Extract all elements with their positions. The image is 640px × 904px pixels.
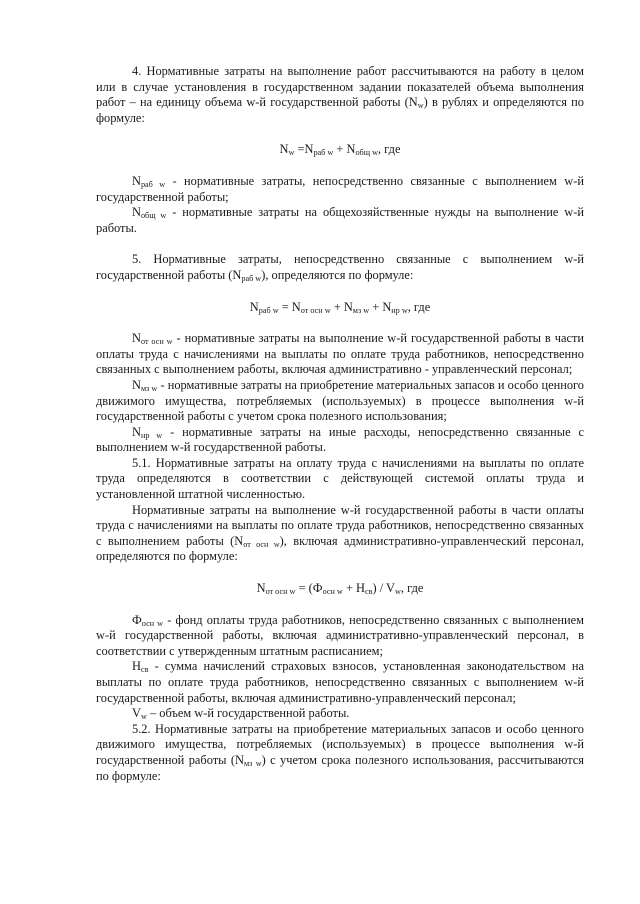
definition-v-w: $V_w$ – объем w-й государственной работы. — [132, 706, 350, 722]
formula-n-rab: $N_{раб w} = N_{от осн w} + N_{мз w} + N_{нр w}$, где — [249, 299, 431, 315]
definition-n-mz: $N_{мз w}$ - нормативные затраты на приобретение материальных запасов и особо ценного движимого имущества, потребляемых (используемых) в процессе выполнения w-й государственной работы с учетом срока полезного использования; — [96, 377, 584, 424]
definition-n-sv: $Н_{св}$ - сумма начислений страховых взносов, установленная законодательством на выплаты по оплате труда работников, непосредственно связанных с выполнением w-й государственной работы, включая административно-управленческий персонал; — [96, 659, 584, 705]
paragraph-5: 5. Нормативные затраты, непосредственно связанные с выполнением w-й государственной работы $(N_{раб w})$, определяются по формуле: — [96, 252, 584, 283]
document-page — [96, 64, 584, 784]
subscript: w — [417, 101, 424, 111]
paragraph-5-2: 5.2. Нормативные затраты на приобретение материальных запасов и особо ценного движимого имущества, потребляемых (используемых) в процессе выполнения w-й государственной работы $(N_{мз w})$ с учетом срока полезного использования, рассчитываются по формуле: — [96, 721, 584, 783]
definition-n-nr: $N_{нр w}$ - нормативные затраты на иные расходы, непосредственно связанные с выполнением w-й государственной работы. — [96, 424, 585, 455]
paragraph-text: ) в рублях и определяются по формуле: — [96, 95, 584, 125]
formula-nw: $N_w =N_{раб w} + N_{общ w}$, где — [279, 142, 401, 158]
paragraph-text: 4. Нормативные затраты на выполнение работ рассчитываются на работу в целом или в случае установления в государственном задании показателей объема выполнения работ – на единицу объема w-й государственной работы (N — [96, 64, 584, 110]
definition-n-rab: $N_{раб w}$ - нормативные затраты, непосредственно связанные с выполнением w-й государственной работы; — [96, 173, 584, 204]
formula-n-ot-osn: $N_{от осн w} = (Ф_{осн w} + Н_{св}) / V_w$, где — [256, 581, 424, 597]
paragraph-5-1-b: Нормативные затраты на выполнение w-й государственной работы в части оплаты труда с начислениями на выплаты по оплате труда работников, непосредственно связанных с выполнением работы $(N_{от осн w})$, включая административно-управленческий персонал, определяются по формуле: — [96, 502, 584, 564]
paragraph-5-1: 5.1. Нормативные затраты на оплату труда с начислениями на выплаты по оплате труда определяются в соответствии с действующей системой оплаты труда и установленной штатной численностью. — [96, 455, 584, 502]
definition-n-obsh: $N_{общ w}$ - нормативные затраты на общехозяйственные нужды на выполнение w-й работы. — [96, 205, 584, 235]
definition-f-osn: $Ф_{осн w}$ - фонд оплаты труда работников, непосредственно связанных с выполнением w-й государственной работы, включая административно-управленческий персонал, в соответствии с утвержденным штатным расписанием; — [96, 612, 584, 658]
definition-n-ot-osn: $N_{от осн w}$ - нормативные затраты на выполнение w-й государственной работы в части оплаты труда с начислениями на выплаты по оплате труда работников, непосредственно связанных с выполнением работы, включая административно - управленческий персонал; — [96, 331, 584, 377]
paragraph-4 — [96, 64, 584, 126]
